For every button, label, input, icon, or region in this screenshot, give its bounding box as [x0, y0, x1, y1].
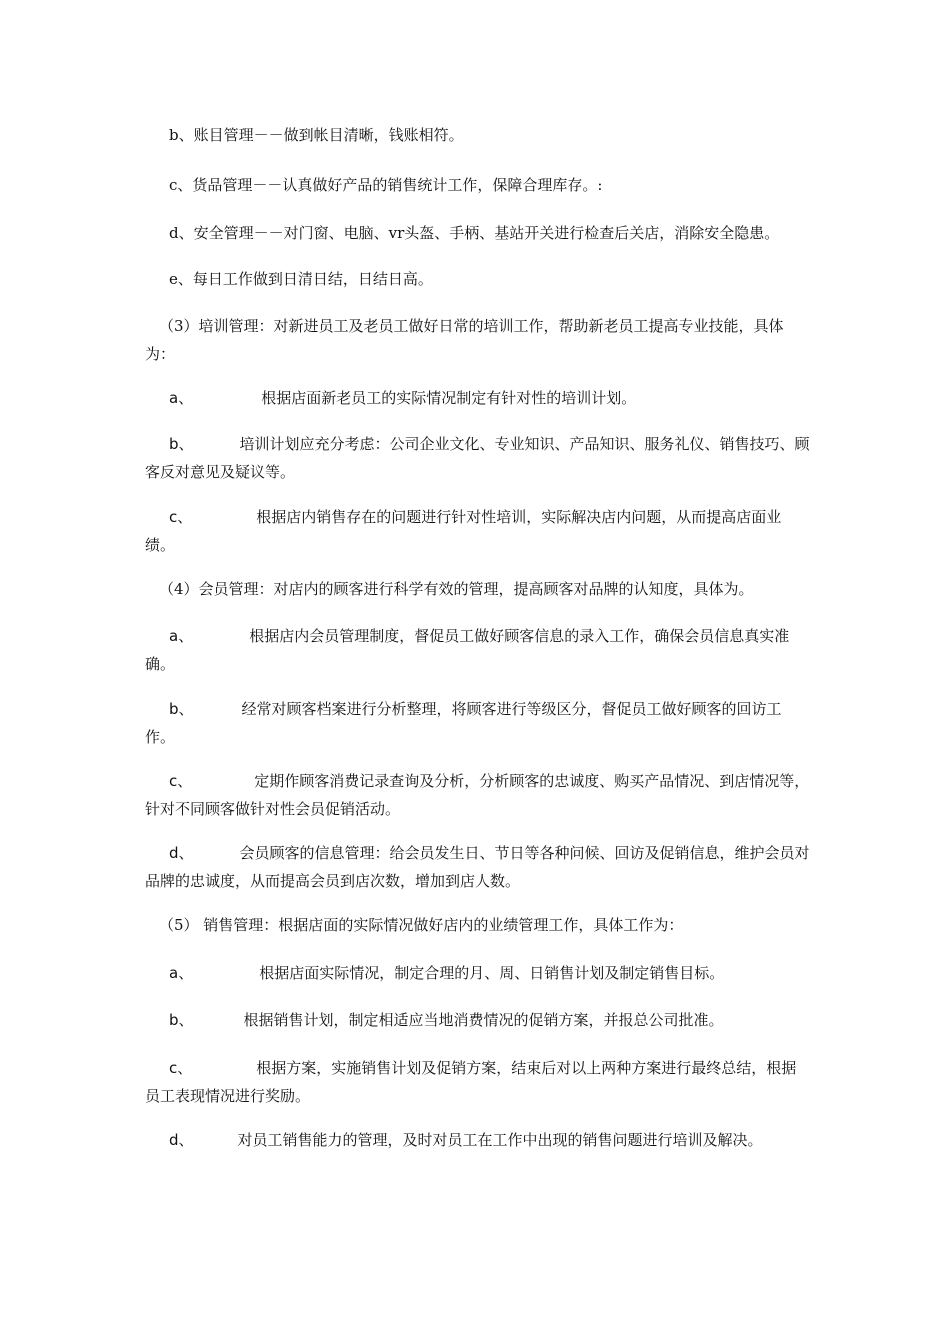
list-item-training-b: [145, 430, 810, 486]
paragraph-account-management: b、账目管理－－做到帐目清晰，钱账相符。: [169, 126, 464, 144]
list-item-sales-b: [145, 1006, 810, 1034]
item-text: 根据销售计划，制定相适应当地消费情况的促销方案，并报总公司批准。: [243, 1011, 724, 1029]
list-item-member-d: [145, 839, 810, 895]
item-text: 对员工销售能力的管理，及时对员工在工作中出现的销售问题进行培训及解决。: [237, 1131, 763, 1149]
item-text: 培训计划应充分考虑：公司企业文化、专业知识、产品知识、服务礼仪、销售技巧、顾客反对意见及疑议等。: [145, 435, 810, 481]
item-text: 根据店内会员管理制度，督促员工做好顾客信息的录入工作，确保会员信息真实准确。: [145, 627, 790, 673]
section-sales-heading: （5） 销售管理：根据店面的实际情况做好店内的业绩管理工作，具体工作为：: [159, 916, 684, 934]
list-item-member-c: [145, 767, 810, 823]
item-marker: c、: [169, 772, 193, 790]
list-item-training-c: [145, 503, 810, 559]
item-text: 根据方案，实施销售计划及促销方案，结束后对以上两种方案进行最终总结，根据员工表现情况进行奖励。: [145, 1059, 797, 1105]
paragraph-safety-management: d、安全管理－－对门窗、电脑、vr头盔、手柄、基站开关进行检查后关店，消除安全隐患。: [169, 224, 780, 242]
item-marker: a、: [169, 389, 194, 407]
section-training-heading: （3）培训管理：对新进员工及老员工做好日常的培训工作，帮助新老员工提高专业技能，具体为：: [145, 317, 784, 363]
item-text: 根据店面新老员工的实际情况制定有针对性的培训计划。: [261, 389, 637, 407]
item-marker: a、: [169, 627, 194, 645]
item-marker: c、: [169, 508, 193, 526]
paragraph-goods-management: c、货品管理－－认真做好产品的销售统计工作，保障合理库存。:: [169, 176, 603, 194]
list-item-member-a: [145, 622, 810, 678]
item-text: 根据店内销售存在的问题进行针对性培训，实际解决店内问题，从而提高店面业绩。: [145, 508, 782, 554]
item-marker: b、: [169, 435, 194, 453]
item-marker: b、: [169, 1011, 194, 1029]
paragraph-daily-work: e、每日工作做到日清日结，日结日高。: [169, 270, 433, 288]
list-item-sales-d: [145, 1126, 810, 1154]
item-text: 根据店面实际情况，制定合理的月、周、日销售计划及制定销售目标。: [259, 964, 725, 982]
list-item-training-a: [145, 384, 810, 412]
item-text: 会员顾客的信息管理：给会员发生日、节日等各种问候、回访及促销信息，维护会员对品牌的忠诚度，从而提高会员到店次数，增加到店人数。: [145, 844, 810, 890]
item-text: 经常对顾客档案进行分析整理，将顾客进行等级区分，督促员工做好顾客的回访工作。: [145, 700, 782, 746]
item-marker: d、: [169, 1131, 194, 1149]
item-marker: b、: [169, 700, 194, 718]
list-item-member-b: [145, 695, 810, 751]
item-text: 定期作顾客消费记录查询及分析，分析顾客的忠诚度、购买产品情况、到店情况等，针对不同顾客做针对性会员促销活动。: [145, 772, 810, 818]
list-item-sales-a: [145, 959, 810, 987]
item-marker: a、: [169, 964, 194, 982]
item-marker: d、: [169, 844, 194, 862]
item-marker: c、: [169, 1059, 193, 1077]
section-member-heading: （4）会员管理：对店内的顾客进行科学有效的管理，提高顾客对品牌的认知度，具体为。: [159, 580, 754, 598]
list-item-sales-c: [145, 1054, 810, 1110]
